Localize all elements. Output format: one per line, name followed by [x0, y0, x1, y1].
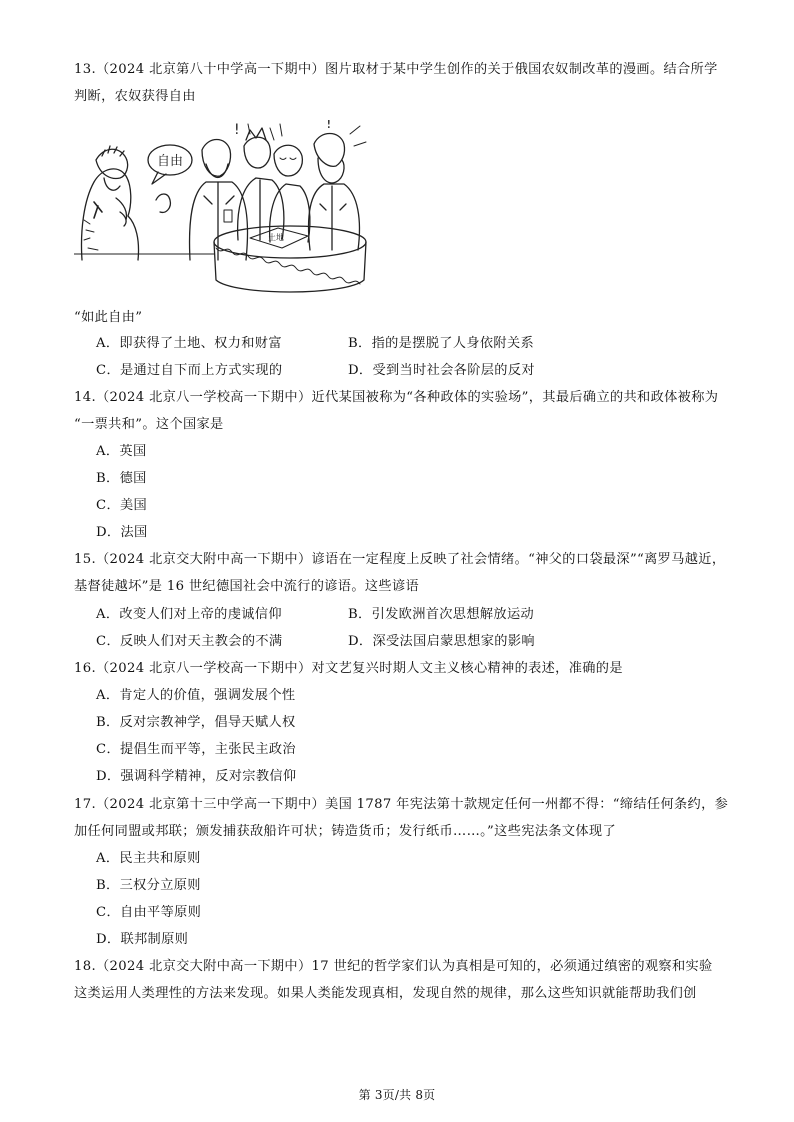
q14-stem-line2: “一票共和”。这个国家是 — [74, 417, 224, 432]
q15-option-b[interactable]: B．引发欧洲首次思想解放运动 — [348, 607, 535, 622]
q14-option-b[interactable]: B．德国 — [96, 471, 147, 486]
cake-label: 土地 — [268, 233, 284, 242]
q15-option-d[interactable]: D．深受法国启蒙思想家的影响 — [348, 634, 535, 649]
q13-option-c[interactable]: C．是通过自下而上方式实现的 — [96, 363, 283, 378]
q18-stem-line2: 这类运用人类理性的方法来发现。如果人类能发现真相，发现自然的规律，那么这些知识就能帮助我们创 — [74, 986, 697, 1001]
q17-option-c[interactable]: C．自由平等原则 — [96, 905, 202, 920]
q17-option-a[interactable]: A．民主共和原则 — [96, 851, 201, 866]
peasant-figure — [82, 169, 139, 260]
q18-stem-line1: 18.（2024 北京交大附中高一下期中）17 世纪的哲学家们认为真相是可知的，必须通过缜密的观察和实验 — [74, 959, 713, 974]
q15-option-a[interactable]: A．改变人们对上帝的虔诚信仰 — [96, 607, 282, 622]
q13-option-d[interactable]: D．受到当时社会各阶层的反对 — [348, 363, 535, 378]
q14-option-a[interactable]: A．英国 — [96, 444, 147, 459]
q15-stem-line2: 基督徒越坏”是 16 世纪德国社会中流行的谚语。这些谚语 — [74, 579, 420, 594]
q14-stem-line1: 14.（2024 北京八一学校高一下期中）近代某国被称为“各种政体的实验场”，其最后确立的共和政体被称为 — [74, 390, 719, 405]
q16-option-a[interactable]: A．肯定人的价值，强调发展个性 — [96, 688, 296, 703]
q17-option-d[interactable]: D．联邦制原则 — [96, 932, 189, 947]
svg-text:!: ! — [326, 120, 332, 132]
q16-option-d[interactable]: D．强调科学精神，反对宗教信仰 — [96, 769, 297, 784]
q15-option-c[interactable]: C．反映人们对天主教会的不满 — [96, 634, 283, 649]
q13-stem-line2: 判断，农奴获得自由 — [74, 89, 196, 104]
cake-body — [214, 242, 366, 292]
q14-option-d[interactable]: D．法国 — [96, 525, 148, 540]
serf-reform-cartoon — [74, 120, 392, 298]
q13-option-b[interactable]: B．指的是摆脱了人身依附关系 — [348, 336, 535, 351]
q16-stem-line1: 16.（2024 北京八一学校高一下期中）对文艺复兴时期人文主义核心精神的表述，准确的是 — [74, 661, 623, 676]
q17-option-b[interactable]: B．三权分立原则 — [96, 878, 201, 893]
speech-bubble-text: 自由 — [157, 154, 184, 169]
q17-stem-line2: 加任何同盟或邦联；颁发捕获敌船许可状；铸造货币；发行纸币……。”这些宪法条文体现了 — [74, 824, 616, 839]
q13-stem-line1: 13.（2024 北京第八十中学高一下期中）图片取材于某中学生创作的关于俄国农奴制改革的漫画。结合所学 — [74, 62, 718, 77]
q14-option-c[interactable]: C．美国 — [96, 498, 148, 513]
q13-quote: “如此自由” — [74, 310, 143, 325]
q13-option-a[interactable]: A．即获得了土地、权力和财富 — [96, 336, 282, 351]
q15-stem-line1: 15.（2024 北京交大附中高一下期中）谚语在一定程度上反映了社会情绪。“神父的口袋最深”“离罗马越近， — [74, 552, 726, 567]
q16-option-c[interactable]: C．提倡生而平等，主张民主政治 — [96, 742, 296, 757]
q17-stem-line1: 17.（2024 北京第十三中学高一下期中）美国 1787 年宪法第十款规定任何一州都不得：“缔结任何条约，参 — [74, 797, 729, 812]
svg-text:!: ! — [234, 122, 240, 138]
page-number: 第 3页/共 8页 — [358, 1088, 436, 1102]
q16-option-b[interactable]: B．反对宗教神学，倡导天赋人权 — [96, 715, 296, 730]
